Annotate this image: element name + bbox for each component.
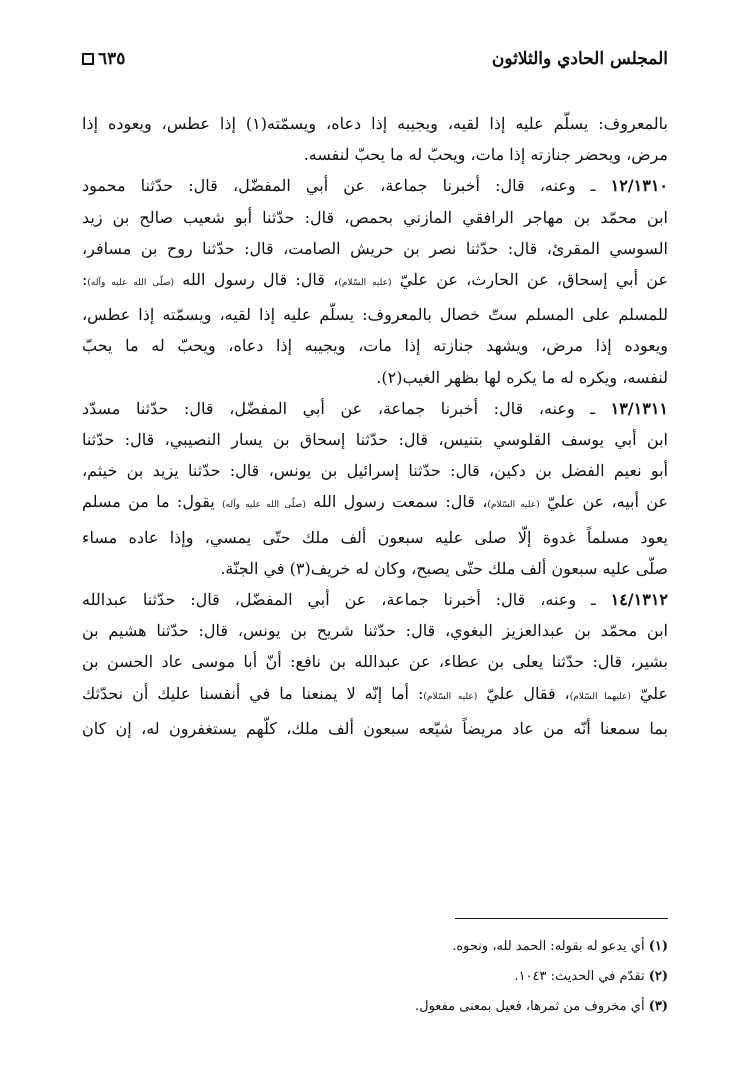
honorific: (صلّى الله عليه وآله) xyxy=(87,278,174,289)
honorific: (عليه السّلام) xyxy=(487,500,540,511)
text-line: ابن محمّد بن مهاجر الرافقي المازني بحمص، قال: حدّثنا أبو شعيب صالح بن زيد xyxy=(82,207,668,227)
honorific: (صلّى الله عليه وآله) xyxy=(222,500,306,511)
text-line: ابن أبي يوسف القلوسي بتنيس، قال: حدّثنا إسحاق بن يسار النصيبي، قال: حدّثنا xyxy=(82,430,668,450)
text-line: ١٤/١٣١٢ ـ وعنه، قال: أخبرنا جماعة، عن أبي المفضّل، قال: حدّثنا عبدالله xyxy=(82,590,668,610)
paragraph-continuation xyxy=(82,108,668,170)
footnote-divider xyxy=(455,918,668,919)
text-line: ١٣/١٣١١ ـ وعنه، قال: أخبرنا جماعة، عن أبي المفضّل، قال: حدّثنا مسدّد xyxy=(82,398,668,418)
honorific: (عليهما السّلام) xyxy=(569,691,631,702)
hadith-number: ١٤/١٣١٢ xyxy=(610,590,668,610)
page-number-block xyxy=(82,49,125,69)
text-line: ١٢/١٣١٠ ـ وعنه، قال: أخبرنا جماعة، عن أبي المفضّل، قال: حدّثنا محمود xyxy=(82,176,668,196)
hadith-number: ١٢/١٣١٠ xyxy=(610,176,668,196)
text-line: بما سمعنا أنّه من عاد مريضاً شيّعه سبعون ألف ملك، كلّهم يستغفرون له، إن كان xyxy=(82,718,668,738)
text-line: صلّى عليه سبعون ألف ملك حتّى يصبح، وكان له خريف(٣) في الجنّة. xyxy=(220,558,668,578)
honorific: (عليه السّلام) xyxy=(338,278,392,289)
text-line: بالمعروف: يسلّم عليه إذا لقيه، ويجيبه إذا دعاه، ويسمّته(١) إذا عطس، ويعوده إذا xyxy=(82,114,668,133)
hadith-1311 xyxy=(82,393,668,584)
running-title: المجلس الحادي والثلاثون xyxy=(491,49,668,69)
hadith-1310 xyxy=(82,170,668,392)
footnote-1: (١) أي يدعو له بقوله: الحمد لله، ونحوه. xyxy=(452,939,668,954)
text-line: عليّ (عليهما السّلام)، فقال عليّ (عليه السّلام): أما إنّه لا يمنعنا ما في أنفسنا عليك أن نحدّثك xyxy=(82,683,668,703)
footnote-3: (٣) أي مخروف من ثمرها، فعيل بمعنى مفعول. xyxy=(415,999,668,1014)
text-line: ابن محمّد بن عبدالعزيز البغوي، قال: حدّثنا شريح بن يونس، قال: حدّثنا هشيم بن xyxy=(82,621,668,641)
hadith-1312 xyxy=(82,584,668,744)
text-line: لنفسه، ويكره له ما يكره لها بظهر الغيب(٢). xyxy=(376,367,668,387)
page-header xyxy=(82,44,668,74)
text-line: للمسلم على المسلم ستّ خصال بالمعروف: يسلّم عليه إذا لقيه، ويسمّته إذا عطس، xyxy=(82,305,668,325)
footnote-2: (٢) تقدّم في الحديث: ١٠٤٣. xyxy=(514,969,668,984)
text-line: أبو نعيم الفضل بن دكين، قال: حدّثنا إسرائيل بن يونس، قال: حدّثنا يزيد بن خيثم، xyxy=(82,461,668,481)
text-line: ويعوده إذا مرض، ويشهد جنازته إذا مات، ويجيبه إذا دعاه، ويحبّ له ما يحبّ xyxy=(82,336,668,356)
text-line: بشير، قال: حدّثنا يعلى بن عطاء، عن عبدالله بن نافع: أنّ أبا موسى عاد الحسن بن xyxy=(82,652,668,672)
page-number: ٦٣٥ xyxy=(98,49,126,69)
hadith-number: ١٣/١٣١١ xyxy=(610,398,668,418)
text-line: مرض، ويحضر جنازته إذا مات، ويحبّ له ما يحبّ لنفسه. xyxy=(303,145,668,165)
text-line: يعود مسلماً غدوة إلّا صلى عليه سبعون ألف ملك حتّى يمسي، وإذا عاده مساء xyxy=(82,527,668,547)
page-marker-square-icon xyxy=(82,53,94,65)
text-line: عن أبي إسحاق، عن الحارث، عن عليّ (عليه السّلام)، قال: قال رسول الله (صلّى الله عليه وآله): xyxy=(82,270,668,290)
text-line: السوسي المقرئ، قال: حدّثنا نصر بن حريش الصامت، قال: حدّثنا روح بن مسافر، xyxy=(82,238,668,258)
text-line: عن أبيه، عن عليّ (عليه السّلام)، قال: سمعت رسول الله (صلّى الله عليه وآله) يقول: ما من مسلم xyxy=(82,492,668,512)
main-text xyxy=(82,108,668,744)
footnotes xyxy=(82,932,668,1022)
honorific: (عليه السّلام) xyxy=(423,691,478,702)
